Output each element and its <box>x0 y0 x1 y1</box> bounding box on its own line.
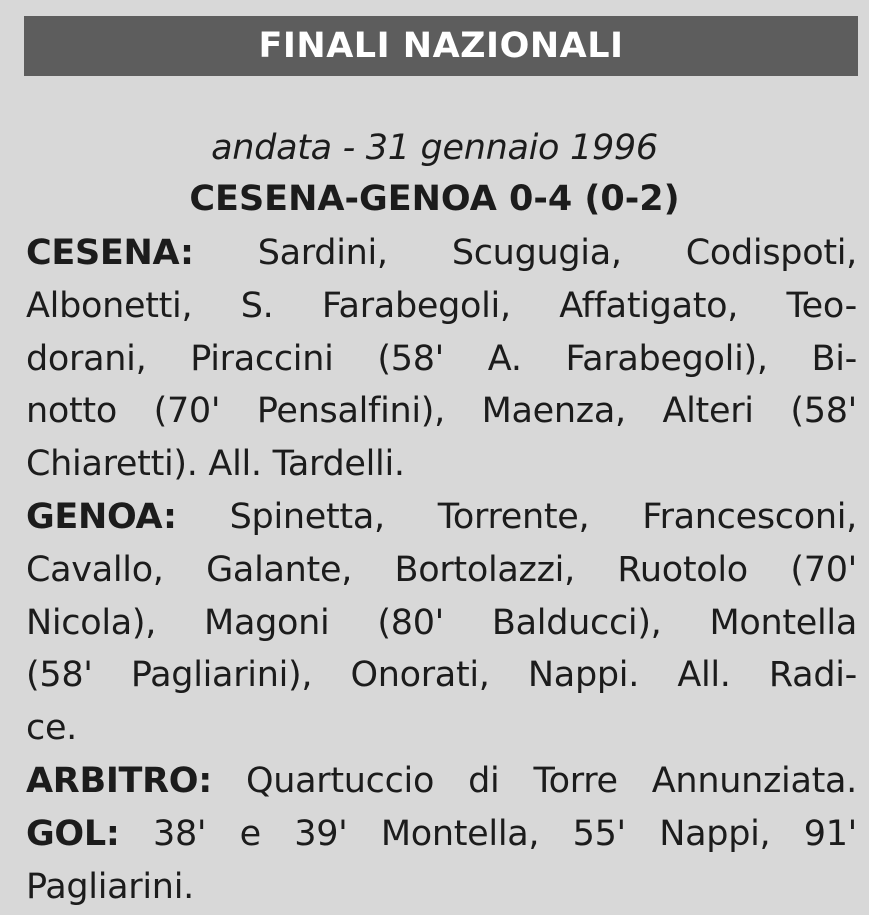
goals-line-1 <box>26 808 857 861</box>
cesena-line-1 <box>26 227 857 280</box>
match-report <box>26 227 857 913</box>
goals-line-1-text: 38' e 39' Montella, 55' Nappi, 91' <box>152 813 858 854</box>
title-banner <box>24 16 858 76</box>
goals-line-2: Pagliarini. <box>26 866 194 907</box>
cesena-lineup <box>26 227 857 491</box>
cesena-line-3: dorani, Piraccini (58' A. Farabegoli), Bi- <box>26 338 857 379</box>
referee-info <box>26 755 857 808</box>
referee-name: Quartuccio di Torre Annunziata. <box>245 760 858 801</box>
genoa-label: GENOA: <box>26 496 177 537</box>
genoa-line-1-text: Spinetta, Torrente, Francesconi, <box>229 496 857 537</box>
cesena-line-2: Albonetti, S. Farabegoli, Affatigato, Teo- <box>26 285 857 326</box>
goals-info <box>26 808 857 914</box>
genoa-line-1 <box>26 491 857 544</box>
goals-label: GOL: <box>26 813 120 854</box>
referee-line <box>26 755 857 808</box>
genoa-line-5: ce. <box>26 708 78 749</box>
referee-label: ARBITRO: <box>26 760 212 801</box>
cesena-label: CESENA: <box>26 233 194 273</box>
genoa-lineup <box>26 491 857 755</box>
page-title: FINALI NAZIONALI <box>258 26 624 66</box>
cesena-line-5: Chiaretti). All. Tardelli. <box>26 444 405 485</box>
match-score: CESENA-GENOA 0-4 (0-2) <box>189 179 680 219</box>
match-leg-date: andata - 31 gennaio 1996 <box>211 128 658 168</box>
genoa-line-4: (58' Pagliarini), Onorati, Nappi. All. Radi- <box>26 655 857 696</box>
cesena-line-1-text: Sardini, Scugugia, Codispoti, <box>257 233 857 273</box>
cesena-line-4: notto (70' Pensalfini), Maenza, Alteri (58' <box>26 391 857 432</box>
genoa-line-3: Nicola), Magoni (80' Balducci), Montella <box>26 602 857 643</box>
genoa-line-2: Cavallo, Galante, Bortolazzi, Ruotolo (70' <box>26 549 857 590</box>
